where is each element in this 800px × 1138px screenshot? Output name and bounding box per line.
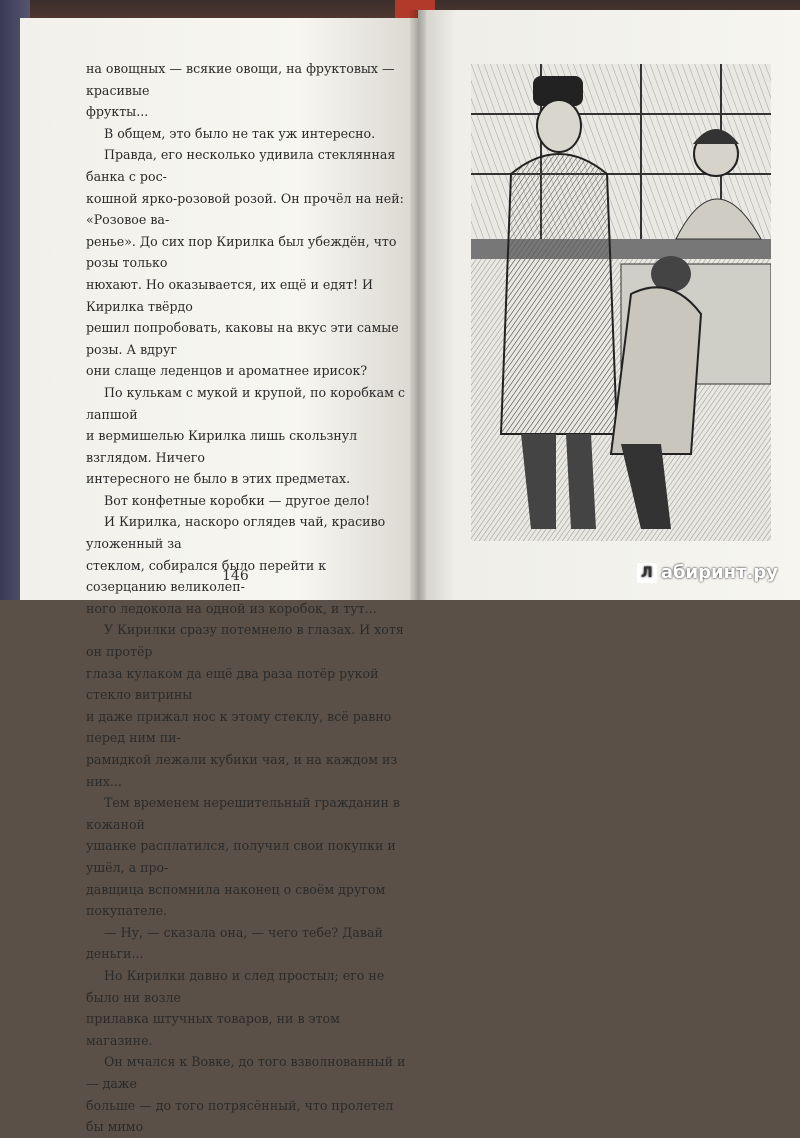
text-line: Тем временем нерешительный гражданин в кожаной [86, 795, 400, 832]
text-line: прилавка штучных товаров, ни в этом магазине. [86, 1011, 340, 1048]
page-text [86, 58, 406, 1138]
labirint-logo-icon: Л [637, 563, 657, 583]
text-line: Вот конфетные коробки — другое дело! [104, 492, 371, 508]
text-line: давщица вспомнила наконец о своём другом покупателе. [86, 881, 386, 919]
text-line: У Кирилки сразу потемнело в глазах. И хотя он протёр [86, 622, 404, 660]
text-line: ушанке расплатился, получил свои покупки и ушёл, а про- [86, 838, 396, 875]
text-line: ренье». До сих пор Кирилка был убеждён, что розы только [86, 233, 397, 271]
watermark-logo [637, 562, 778, 583]
text-line: Но Кирилки давно и след простыл; его не было ни возле [86, 967, 385, 1005]
text-line: Правда, его несколько удивила стеклянная банка с рос- [86, 147, 396, 184]
text-line: кошной ярко-розовой розой. Он прочёл на ней: «Розовое ва- [86, 190, 404, 228]
text-line: ного ледокола на одной из коробок, и тут... [86, 600, 377, 616]
text-line: стеклом, собирался было перейти к созерцанию великолеп- [86, 557, 327, 595]
page-number: 146 [222, 568, 249, 584]
text-line: И Кирилка, наскоро оглядев чай, красиво уложенный за [86, 514, 386, 552]
illustration-shop-scene [471, 64, 771, 541]
watermark-text: абиринт.ру [660, 562, 778, 583]
text-line: интересного не было в этих предметах. [86, 471, 351, 487]
text-line: В общем, это было не так уж интересно. [104, 125, 376, 141]
text-line: на овощных — всякие овощи, на фруктовых — красивые [86, 61, 395, 98]
text-line: глаза кулаком да ещё два раза потёр рукой стекло витрины [86, 665, 379, 703]
text-line: и вермишелью Кирилка лишь скользнул взглядом. Ничего [86, 428, 358, 465]
text-line: и даже прижал нос к этому стеклу, всё равно перед ним пи- [86, 708, 392, 746]
text-line: решил попробовать, каковы на вкус эти самые розы. А вдруг [86, 320, 399, 357]
text-line: больше — до того потрясённый, что пролетел бы мимо [86, 1097, 394, 1135]
book-gutter [410, 10, 426, 600]
text-line: По кулькам с мукой и крупой, по коробкам с лапшой [86, 384, 406, 422]
text-line: рамидкой лежали кубики чая, и на каждом из них... [86, 752, 398, 789]
text-line: нюхают. Но оказывается, их ещё и едят! И Кирилка твёрдо [86, 276, 374, 314]
text-line: они слаще леденцов и ароматнее ирисок? [86, 363, 368, 379]
text-line: Он мчался к Вовке, до того взволнованный и — даже [86, 1054, 406, 1091]
text-line: — Ну, — сказала она, — чего тебе? Давай деньги... [86, 924, 383, 962]
text-line: фрукты... [86, 104, 149, 120]
